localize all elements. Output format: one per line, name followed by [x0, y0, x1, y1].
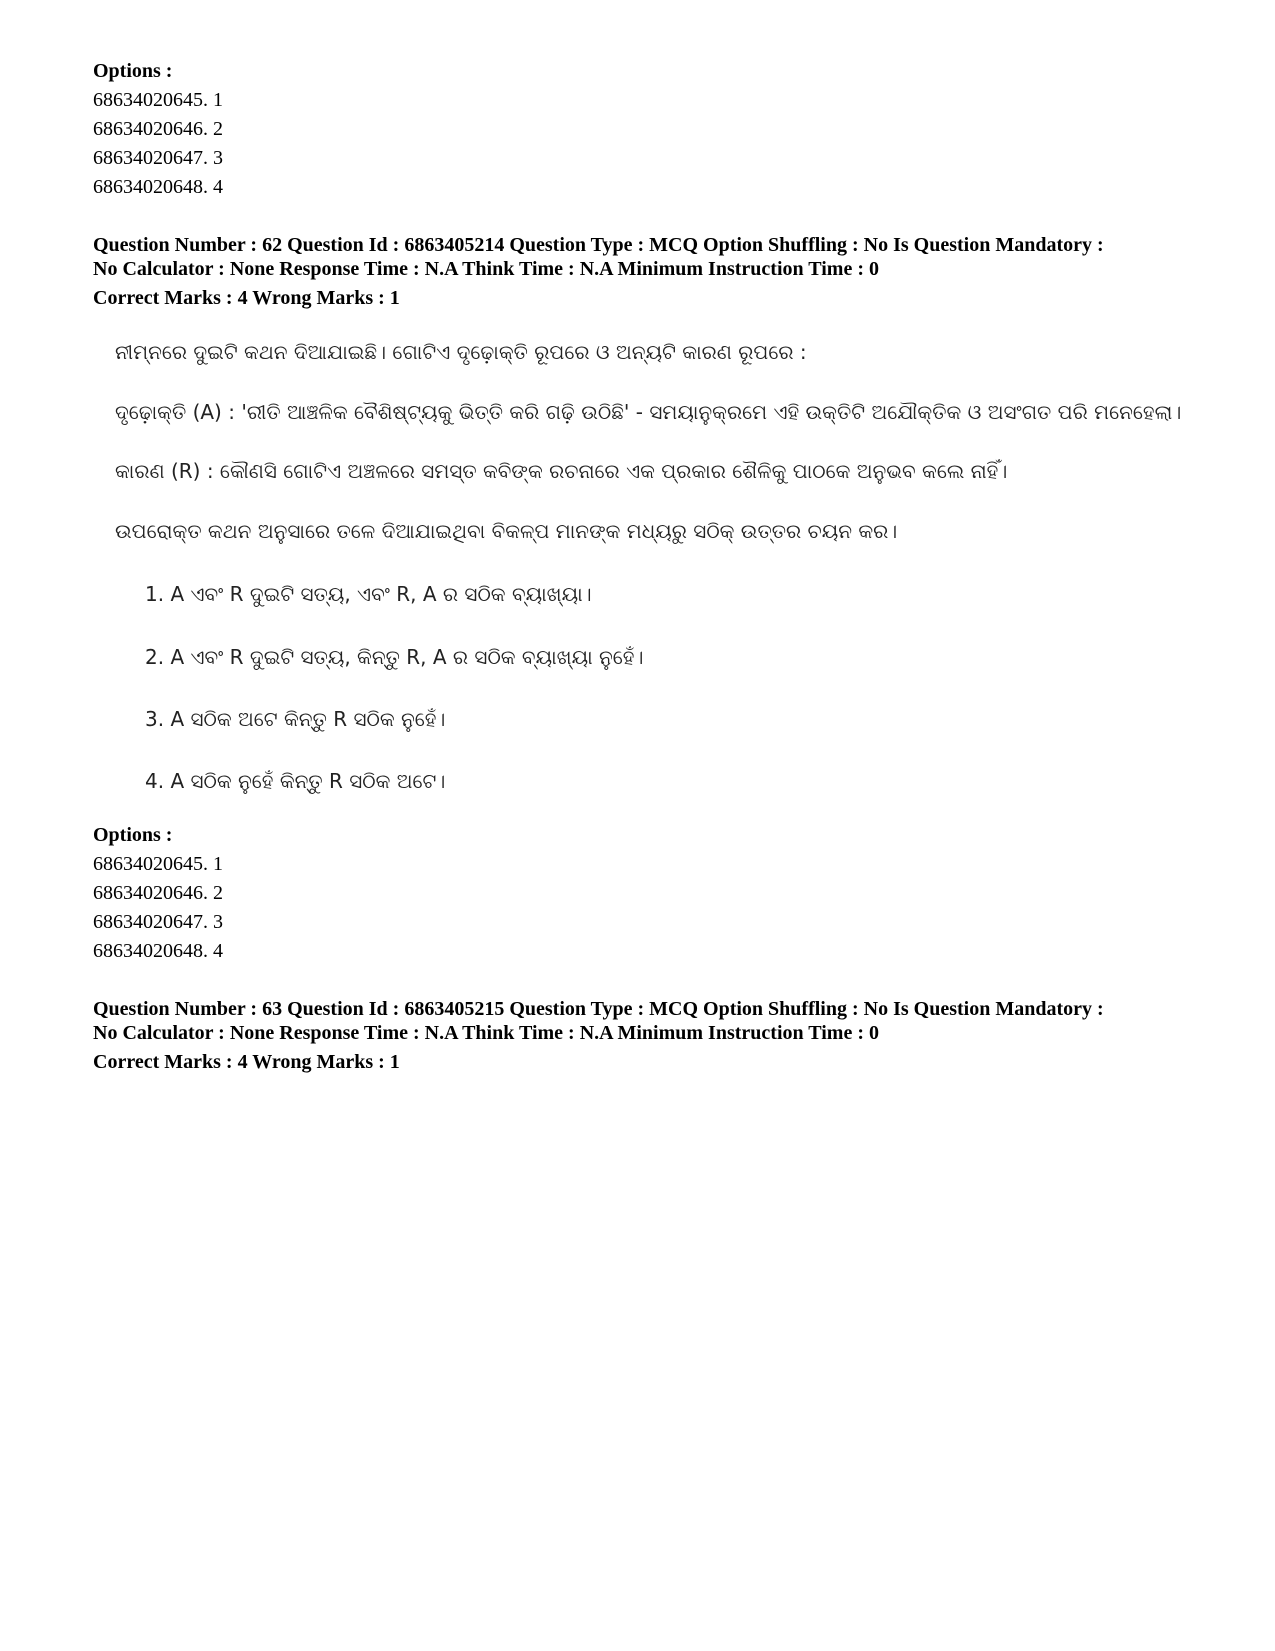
- option-line: 68634020646. 2: [93, 118, 223, 140]
- question-meta-line-2: No Calculator : None Response Time : N.A Think Time : N.A Minimum Instruction Time : 0: [93, 258, 879, 280]
- question-63-header: [93, 997, 1193, 1074]
- answer-choice-4: 4. A ସଠିକ ନୁହେଁ କିନ୍ତୁ R ସଠିକ ଅଟେ।: [145, 769, 446, 793]
- top-options-block: [93, 57, 1193, 202]
- option-line: 68634020647. 3: [93, 911, 223, 933]
- answer-choice-1: 1. A ଏବଂ R ଦୁଇଟି ସତ୍ୟ, ଏବଂ R, A ର ସଠିକ ବ୍ୟାଖ୍ୟା।: [145, 582, 592, 606]
- question-62-header: [93, 233, 1193, 310]
- option-line: 68634020648. 4: [93, 940, 223, 962]
- option-line: 68634020645. 1: [93, 89, 223, 111]
- question-marks: Correct Marks : 4 Wrong Marks : 1: [93, 287, 400, 309]
- option-line: 68634020648. 4: [93, 176, 223, 198]
- question-instruction: ଉପରୋକ୍ତ କଥନ ଅନୁସାରେ ତଳେ ଦିଆଯାଇଥିବା ବିକଳ୍ପ ମାନଙ୍କ ମଧ୍ୟରୁ ସଠିକ୍ ଉତ୍ତର ଚୟନ କର।: [115, 519, 898, 543]
- question-meta-line-1: Question Number : 63 Question Id : 6863405215 Question Type : MCQ Option Shuffling : No Is Question Mandatory :: [93, 998, 1104, 1020]
- options-heading: Options :: [93, 60, 173, 82]
- question-62-options-block: [93, 821, 1193, 966]
- assertion-statement: ଦୃଢ଼ୋକ୍ତି (A) : 'ରୀତି ଆଞ୍ଚଳିକ ବୈଶିଷ୍ଟ୍ୟକୁ ଭିତ୍ତି କରି ଗଢ଼ି ଉଠିଛି' - ସମୟାନୁକ୍ରମେ ଏହି ଉକ୍ତିଟି ଅଯୌକ୍ତିକ ଓ ଅସଂଗତ ପରି ମନେହେଲା।: [115, 400, 1182, 424]
- question-intro: ନୀମ୍ନରେ ଦୁଇଟି କଥନ ଦିଆଯାଇଛି। ଗୋଟିଏ ଦୃଢ଼ୋକ୍ତି ରୂପରେ ଓ ଅନ୍ୟଟି କାରଣ ରୂପରେ :: [115, 340, 807, 364]
- answer-choice-2: 2. A ଏବଂ R ଦୁଇଟି ସତ୍ୟ, କିନ୍ତୁ R, A ର ସଠିକ ବ୍ୟାଖ୍ୟା ନୁହେଁ।: [145, 645, 644, 669]
- option-line: 68634020645. 1: [93, 853, 223, 875]
- answer-choice-3: 3. A ସଠିକ ଅଟେ କିନ୍ତୁ R ସଠିକ ନୁହେଁ।: [145, 707, 446, 731]
- options-heading: Options :: [93, 824, 173, 846]
- option-line: 68634020646. 2: [93, 882, 223, 904]
- option-line: 68634020647. 3: [93, 147, 223, 169]
- question-meta-line-2: No Calculator : None Response Time : N.A Think Time : N.A Minimum Instruction Time : 0: [93, 1022, 879, 1044]
- question-meta-line-1: Question Number : 62 Question Id : 6863405214 Question Type : MCQ Option Shuffling : No Is Question Mandatory :: [93, 234, 1104, 256]
- reason-statement: କାରଣ (R) : କୌଣସି ଗୋଟିଏ ଅଞ୍ଚଳରେ ସମସ୍ତ କବିଙ୍କ ରଚନାରେ ଏକ ପ୍ରକାର ଶୈଳିକୁ ପାଠକେ ଅନୁଭବ କଲେ ନାହିଁ।: [115, 459, 1008, 483]
- question-marks: Correct Marks : 4 Wrong Marks : 1: [93, 1051, 400, 1073]
